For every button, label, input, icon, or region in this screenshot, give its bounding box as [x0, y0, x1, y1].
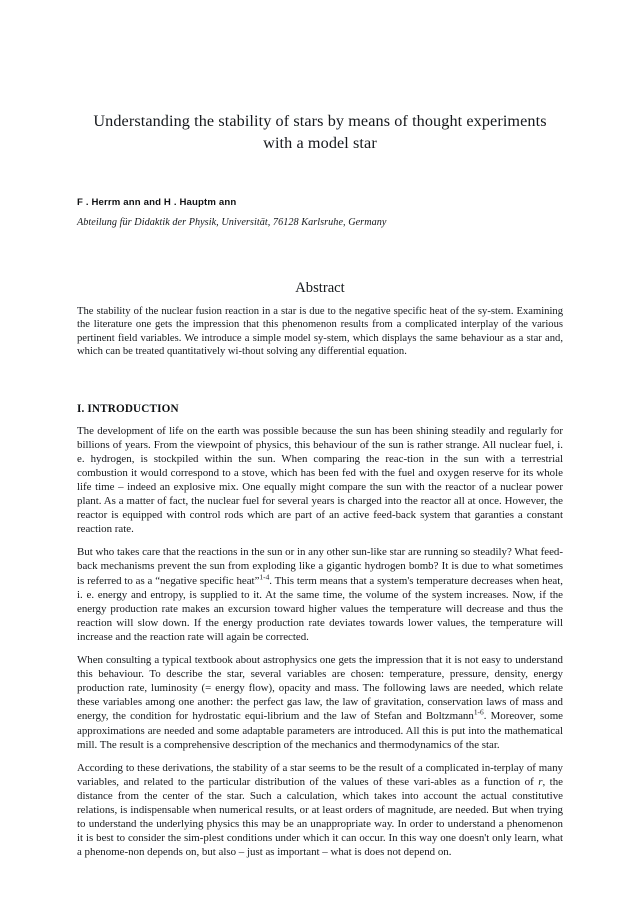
page-content-column — [77, 0, 563, 859]
paragraph-4 — [77, 761, 563, 860]
author-list: F . Herrm ann and H . Hauptm ann — [77, 197, 237, 208]
citation-ref-1-6: 1-6 — [473, 707, 484, 717]
abstract-section — [77, 280, 563, 359]
page-title: Understanding the stability of stars by means of thought experiments with a model star — [93, 112, 547, 152]
math-variable-r: r — [538, 775, 543, 788]
paragraph-4-text-before-variable: According to these derivations, the stability of a star seems to be the result of a complicated in-terplay of many variables, and related to the particular distribution of the values of these vari-ables as a function of — [77, 761, 563, 788]
citation-ref-1-4: 1-4 — [259, 571, 270, 581]
paragraph-2 — [77, 545, 563, 644]
section-introduction — [77, 403, 563, 860]
abstract-body: The stability of the nuclear fusion reaction in a star is due to the negative specific heat of the sy-stem. Examining the literature one gets the impression that this phenomenon results from a complicated interplay of the various pertinent field variables. We introduce a simple model sy-stem, which displays the same behaviour as a star and, which can be treated quantitatively wi-thout solving any differential equation. — [77, 306, 563, 358]
affiliation-line: Abteilung für Didaktik der Physik, Universität, 76128 Karlsruhe, Germany — [77, 217, 387, 228]
paragraph-3-text-after-citation: . Moreover, some approximations are needed and some adaptable parameters are introduced. All this is put into the mathematical mill. The result is a comprehensive description of the mechanics and thermodynamics of the star. — [77, 710, 563, 751]
paragraph-3-text-before-citation: When consulting a typical textbook about astrophysics one gets the impression that it is not easy to understand this behaviour. To describe the star, several variables are chosen: temperature, pressure, density, energy production rate, luminosity (= energy flow), opacity and mass. The following laws are needed, which relate these variables among one another: the perfect gas law, the law of gravitation, conservation laws of mass and energy, the condition for hydrostatic equi-librium and the law of Stefan and Boltzmann — [77, 654, 563, 723]
paragraph-3 — [77, 653, 563, 752]
paragraph-4-text-after-variable: , the distance from the center of the star. Such a calculation, which takes into account the actual constitutive relations, is indispensable when numerical results, or at least orders of magnitude, are needed. But when trying to understand the underlying physics this may be an unappropriate way. In order to understand a phenomenon it is best to consider the sim-plest conditions under which it can occur. In this way one doesn't only learn, what a phenome-non depends on, but also – just as important – what is does not depend on. — [77, 775, 563, 859]
author-block — [77, 196, 563, 230]
title-block — [77, 0, 563, 154]
abstract-heading: Abstract — [295, 280, 345, 296]
paragraph-1: The development of life on the earth was possible because the sun has been shining steadily and regularly for billions of years. From the viewpoint of physics, this behaviour of the sun is rather strange. All nuclear fuel, i. e. hydrogen, is stockpiled within the sun. When comparing the reac-tion in the sun with a terrestrial combustion it would correspond to a stove, which has been fed with the fuel and oxygen reserve for its whole life time – indeed an explosive mix. One equally might compare the sun with the reactor of a nuclear power plant. As a matter of fact, the nuclear fuel for several years is charged into the reactor all at once. However, the reactor is equipped with control rods which are part of an active feed-back system that garanties a constant reaction rate. — [77, 424, 563, 536]
section-heading-introduction: I. INTRODUCTION — [77, 402, 179, 415]
paragraph-2-text-before-citation: But who takes care that the reactions in the sun or in any other sun-like star are running so steadily? What feed-back mechanisms prevent the sun from exploding like a gigantic hydrogen bomb? It is due to what sometimes is referred to as a “negative specific heat” — [77, 546, 563, 587]
paragraph-2-text-after-citation: . This term means that a system's temperature decreases when heat, i. e. energy and entropy, is supplied to it. At the same time, the volume of the system increases. Now, if the energy production rate makes an excursion toward higher values the temperature will decrease and thus the reaction will slow down. If the energy production rate deviates towards lower values, the temperature will increase and the reaction rate will again be corrected. — [77, 574, 563, 643]
